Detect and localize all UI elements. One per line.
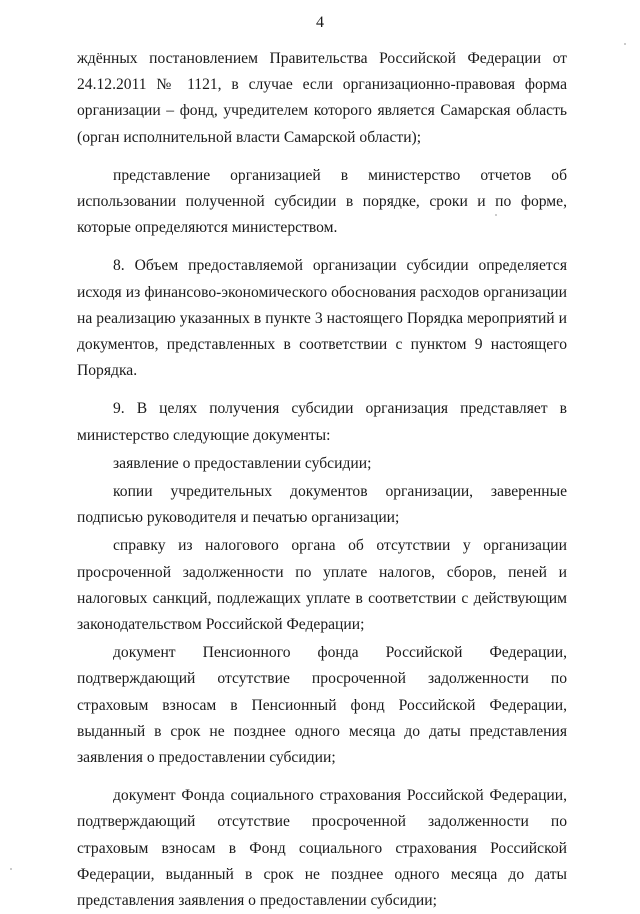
paragraph-item-9: 9. В целях получения субсидии организация представляет в министерство следующие документы: (77, 400, 567, 444)
list-item-charter-copies: копии учредительных документов организации, заверенные подписью руководителя и печатью организации; (77, 483, 567, 527)
list-item-pension-fund-document: документ Пенсионного фонда Российской Федерации, подтверждающий отсутствие просроченной задолженности по страховым взносам в Пенсионный фонд Российской Федерации, выданный в срок не позднее одного месяца до даты представления заявления о предоставлении субсидии; (77, 644, 567, 767)
page-number: 4 (316, 14, 324, 31)
scan-speck (10, 868, 12, 870)
scan-speck (495, 214, 497, 216)
list-item-social-insurance-document: документ Фонда социального страхования Российской Федерации, подтверждающий отсутствие просроченной задолженности по страховым взносам в Фонд социального страхования Российской Федерации, выданный в срок не позднее одного месяца до даты представления заявления о предоставлении субсидии; (77, 787, 567, 910)
list-item-application: заявление о предоставлении субсидии; (113, 454, 372, 472)
paragraph-reports: представление организацией в министерство отчетов об использовании полученной субсидии в порядке, сроки и по форме, которые определяются министерством. (77, 166, 567, 237)
scan-speck (624, 43, 626, 45)
paragraph-item-8: 8. Объем предоставляемой организации субсидии определяется исходя из финансово-экономического обоснования расходов организации на реализацию указанных в пункте 3 настоящего Порядка мероприятий и документов, представленных в соответствии с пунктом 9 настоящего Порядка. (77, 257, 567, 380)
document-body (77, 46, 567, 914)
list-item-tax-certificate: справку из налогового органа об отсутствии у организации просроченной задолженности по уплате налогов, сборов, пеней и налоговых санкций, подлежащих уплате в соответствии с действующим законодательством Российской Федерации; (77, 537, 567, 634)
paragraph-continuation: ждённых постановлением Правительства Российской Федерации от 24.12.2011 № 1121, в случае если организационно-правовая форма организации – фонд, учредителем которого является Самарская область (орган исполнительной власти Самарской области); (77, 50, 567, 146)
